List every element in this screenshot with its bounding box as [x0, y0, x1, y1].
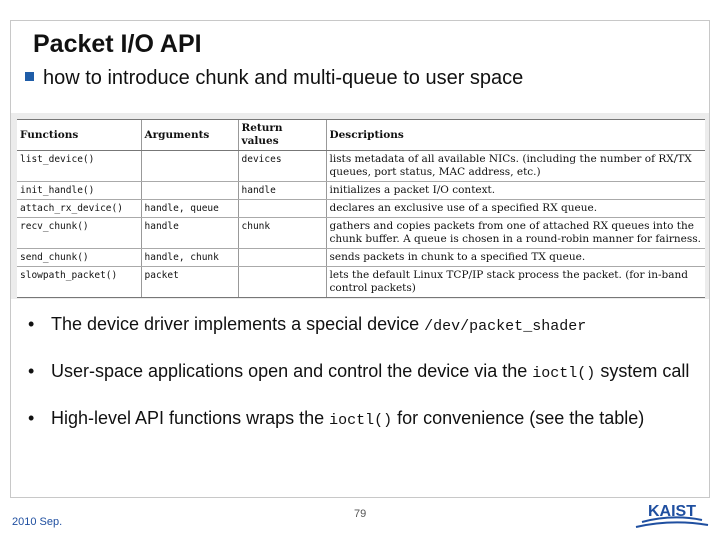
cell-return — [238, 200, 326, 218]
page-number: 79 — [354, 508, 367, 520]
cell-return: handle — [238, 182, 326, 200]
bullet-text: The device driver implements a special device — [51, 314, 425, 334]
cell-arguments: handle, queue — [141, 200, 238, 218]
header-return-values: Return values — [238, 120, 326, 151]
table-row — [17, 218, 705, 249]
cell-function: slowpath_packet() — [17, 267, 141, 298]
table-row — [17, 182, 705, 200]
cell-description: sends packets in chunk to a specified TX queue. — [326, 249, 705, 267]
bullet-text-after: for convenience (see the table) — [392, 408, 645, 428]
bullet-dot-icon: • — [28, 361, 35, 381]
footer-date: 2010 Sep. — [12, 516, 63, 528]
cell-arguments: packet — [141, 267, 238, 298]
bullet-code: ioctl() — [329, 412, 393, 429]
cell-return — [238, 249, 326, 267]
logo-text: KAIST — [648, 503, 696, 520]
kaist-logo-icon — [632, 500, 710, 530]
bullet-text-after: system call — [595, 361, 690, 381]
bullet-item — [28, 359, 698, 386]
cell-description: initializes a packet I/O context. — [326, 182, 705, 200]
cell-description: declares an exclusive use of a specified RX queue. — [326, 200, 705, 218]
table-row — [17, 249, 705, 267]
cell-description: gathers and copies packets from one of attached RX queues into the chunk buffer. A queue is chosen in a round-robin manner for fairness. — [326, 218, 705, 249]
bullet-text: High-level API functions wraps the — [51, 408, 330, 428]
api-table — [17, 119, 705, 298]
subtitle-text: how to introduce chunk and multi-queue to user space — [43, 67, 524, 89]
cell-arguments: handle — [141, 218, 238, 249]
cell-return: devices — [238, 151, 326, 182]
bullet-item — [28, 312, 698, 339]
cell-function: init_handle() — [17, 182, 141, 200]
cell-description: lists metadata of all available NICs. (including the number of RX/TX queues, port status, MAC address, etc.) — [326, 151, 705, 182]
bullet-list — [28, 312, 698, 453]
bullet-dot-icon: • — [28, 408, 35, 428]
cell-function: send_chunk() — [17, 249, 141, 267]
cell-arguments: handle, chunk — [141, 249, 238, 267]
table-row — [17, 200, 705, 218]
bullet-code: ioctl() — [532, 365, 596, 382]
bullet-code: /dev/packet_shader — [424, 318, 587, 335]
cell-description: lets the default Linux TCP/IP stack process the packet. (for in-band control packets) — [326, 267, 705, 298]
bullet-text: User-space applications open and control the device via the — [51, 361, 533, 381]
bullet-dot-icon: • — [28, 314, 35, 334]
subtitle — [25, 67, 523, 90]
slide-title: Packet I/O API — [33, 30, 202, 58]
cell-return — [238, 267, 326, 298]
square-bullet-icon — [25, 72, 34, 81]
cell-arguments — [141, 151, 238, 182]
table-row — [17, 267, 705, 298]
cell-function: recv_chunk() — [17, 218, 141, 249]
cell-function: attach_rx_device() — [17, 200, 141, 218]
cell-return: chunk — [238, 218, 326, 249]
cell-function: list_device() — [17, 151, 141, 182]
table-header-row — [17, 120, 705, 151]
bullet-item — [28, 406, 698, 433]
table-row — [17, 151, 705, 182]
header-arguments: Arguments — [141, 120, 238, 151]
header-functions: Functions — [17, 120, 141, 151]
api-table-panel — [11, 113, 709, 299]
cell-arguments — [141, 182, 238, 200]
header-descriptions: Descriptions — [326, 120, 705, 151]
